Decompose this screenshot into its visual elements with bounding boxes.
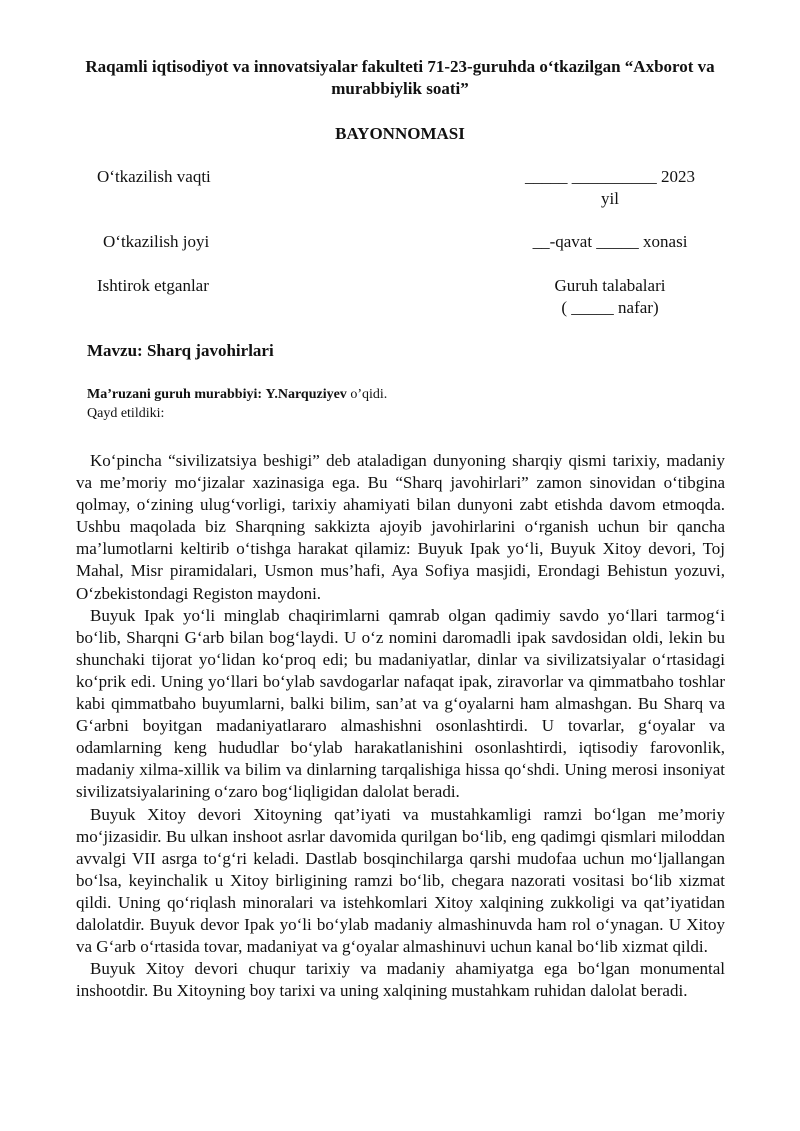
document-subtitle: BAYONNOMASI [335,124,465,143]
paragraph: Buyuk Xitoy devori chuqur tarixiy va madaniy ahamiyatga ega bo‘lgan monumental inshootdir. Bu Xitoyning boy tarixi va uning xalqining mustahkam ruhidan dalolat beradi. [76,959,725,1001]
participants-label: Ishtirok etganlar [97,276,209,295]
time-value-line2: yil [601,189,619,208]
place-label: O‘tkazilish joyi [103,232,210,251]
lecture-speaker: Y.Narquziyev [265,387,347,402]
place-value: __-qavat _____ xonasi [532,232,688,251]
participants-value-line2: ( _____ nafar) [561,298,659,317]
lecture-line [87,385,387,404]
topic-heading: Mavzu: Sharq javohirlari [87,341,274,360]
paragraph: Buyuk Xitoy devori Xitoyning qat’iyati va mustahkamligi ramzi bo‘lgan me’moriy mo‘jizasidir. Bu ulkan inshoot asrlar davomida qurilgan bo‘lib, eng qadimgi qismlari miloddan avvalgi VII asrga to‘g‘ri keladi. Dastlab bosqinchilarga qarshi mudofaa uchun mo‘ljallangan bo‘lsa, keyinchalik u Xitoy birligining ramzi bo‘lib, chegara nazorati vositasi bo‘lib xizmat qildi. Uning qo‘riqlash minoralari va istehkomlari Xitoy xalqining zukkoligi va qat’iyatidan dalolatdir. Buyuk devor Ipak yo‘li bo‘ylab madaniy almashinuvda ham rol o‘ynagan. U Xitoy va G‘arb o‘rtasida tovar, madaniyat va g‘oyalar almashinuvi uchun kanal bo‘lib xizmat qildi. [76,804,725,957]
body-text [76,450,725,1002]
participants-value-line1: Guruh talabalari [554,276,666,295]
noted-label: Qayd etildiki: [87,406,165,421]
time-value-line1: _____ __________ 2023 [525,167,695,186]
lecture-label: Ma’ruzani guruh murabbiyi: [87,387,263,402]
lecture-suffix: o’qidi. [346,387,388,402]
paragraph: Ko‘pincha “sivilizatsiya beshigi” deb ataladigan dunyoning sharqiy qismi tarixiy, madaniy va me’moriy mo‘jizalar xazinasiga ega. Bu “Sharq javohirlari” zamon sinovidan o‘tibgina qolmay, o‘zining ulug‘vorligi, tarixiy ahamiyati bilan dunyoni zabt etishda davom etmoqda. Ushbu maqolada biz Sharqning sakkizta ajoyib javohirlarini o‘rganish uchun bir qancha ma’lumotlarni keltirib o‘tishga harakat qilamiz: Buyuk Ipak yo‘li, Buyuk Xitoy devori, Toj Mahal, Misr piramidalari, Usmon mus’hafi, Aya Sofiya masjidi, Erondagi Behistun yozuvi, O‘zbekistondagi Registon maydoni. [76,451,725,603]
paragraph: Buyuk Ipak yo‘li minglab chaqirimlarni qamrab olgan qadimiy savdo yo‘llari tarmog‘i bo‘lib, Sharqni G‘arb bilan bog‘laydi. U o‘z nomini daromadli ipak savdosidan oldi, lekin bu shunchaki tijorat yo‘lidan ko‘proq edi; bu madaniyatlar, dinlar va sivilizatsiyalar o‘rtasidagi ko‘prik edi. Uning yo‘llari bo‘ylab savdogarlar nafaqat ipak, ziravorlar va qimmatbaho toshlar kabi qimmatbaho buyumlarni, balki bilim, san’at va g‘oyalarni ham almashgan. Bu Sharq va G‘arbni boyitgan madaniyatlararo almashishni osonlashtirdi. U tovarlar, g‘oyalar va odamlarning keng hududlar bo‘ylab harakatlanishini osonlashtirdi, iqtisodiy farovonlik, madaniy xilma-xillik va bilim va dinlarning tarqalishiga hissa qo‘shdi. Uning merosi insoniyat sivilizatsiyalarining o‘zaro bog‘liqligidan dalolat beradi. [76,605,725,802]
time-label: O‘tkazilish vaqti [97,167,211,186]
document-title: Raqamli iqtisodiyot va innovatsiyalar fakulteti 71-23-guruhda o‘tkazilgan “Axborot va murabbiylik soati” [85,57,715,98]
